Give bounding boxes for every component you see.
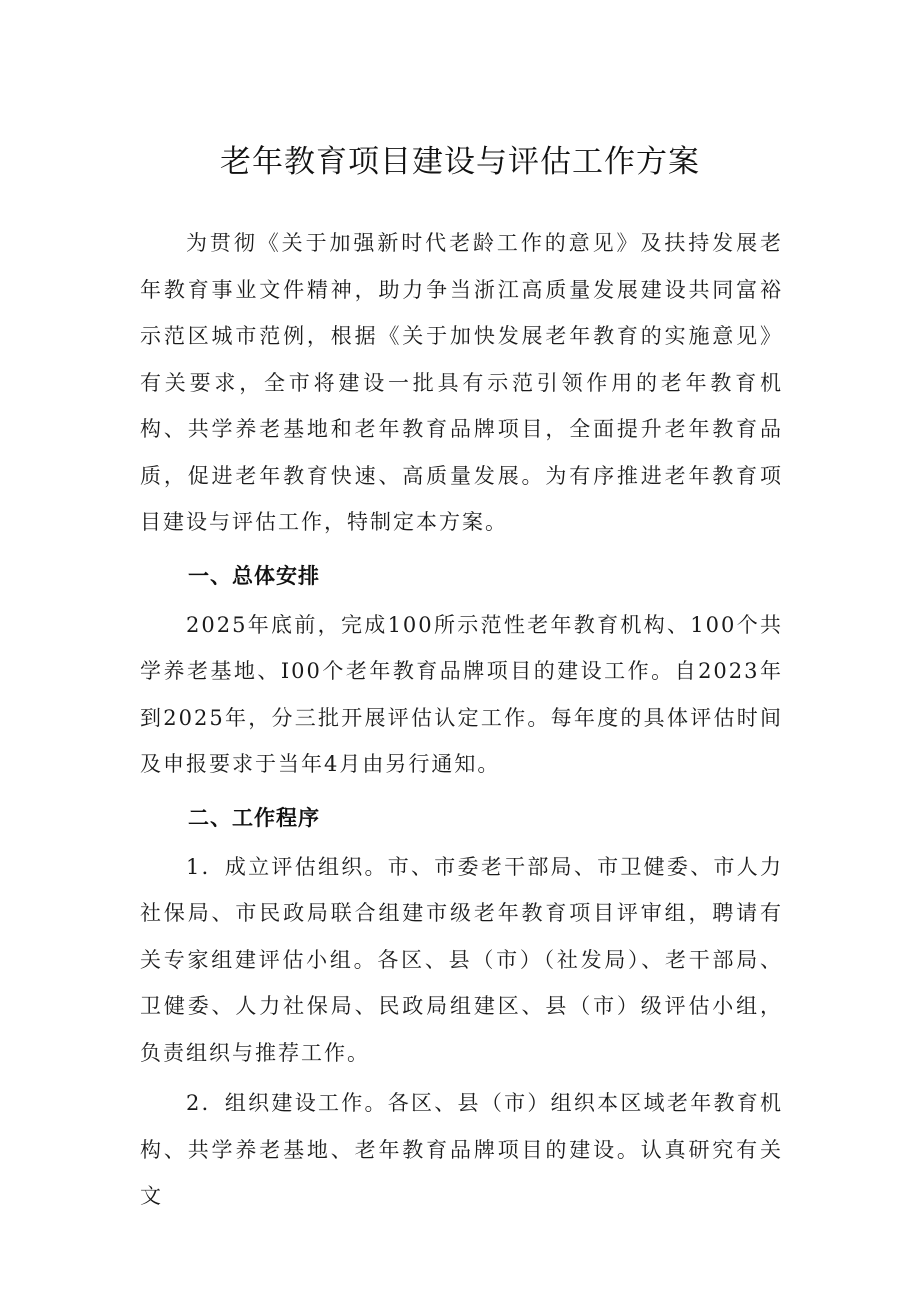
procedure-item-1: 1．成立评估组织。市、市委老干部局、市卫健委、市人力社保局、市民政局联合组建市级老年教育项目评审组，聘请有关专家组建评估小组。各区、县（市）（社发局）、老干部局、卫健委、人力社保局、民政局组建区、县（市）级评估小组，负责组织与推荐工作。 [140, 854, 783, 1065]
document-body [140, 220, 783, 1220]
procedure-item-2: 2．组织建设工作。各区、县（市）组织本区域老年教育机构、共学养老基地、老年教育品牌项目的建设。认真研究有关文 [140, 1091, 783, 1208]
document-title: 老年教育项目建设与评估工作方案 [220, 144, 700, 180]
section-heading-work-procedure: 二、工作程序 [188, 805, 320, 830]
section-heading-overall-arrangement: 一、总体安排 [188, 563, 320, 588]
intro-paragraph: 为贯彻《关于加强新时代老龄工作的意见》及扶持发展老年教育事业文件精神，助力争当浙江高质量发展建设共同富裕示范区城市范例，根据《关于加快发展老年教育的实施意见》有关要求，全市将建设一批具有示范引领作用的老年教育机构、共学养老基地和老年教育品牌项目，全面提升老年教育品质，促进老年教育快速、高质量发展。为有序推进老年教育项目建设与评估工作，特制定本方案。 [140, 231, 783, 534]
overall-arrangement-paragraph: 2025年底前，完成100所示范性老年教育机构、100个共学养老基地、I00个老年教育品牌项目的建设工作。自2023年到2025年，分三批开展评估认定工作。每年度的具体评估时间及申报要求于当年4月由另行通知。 [140, 612, 783, 776]
